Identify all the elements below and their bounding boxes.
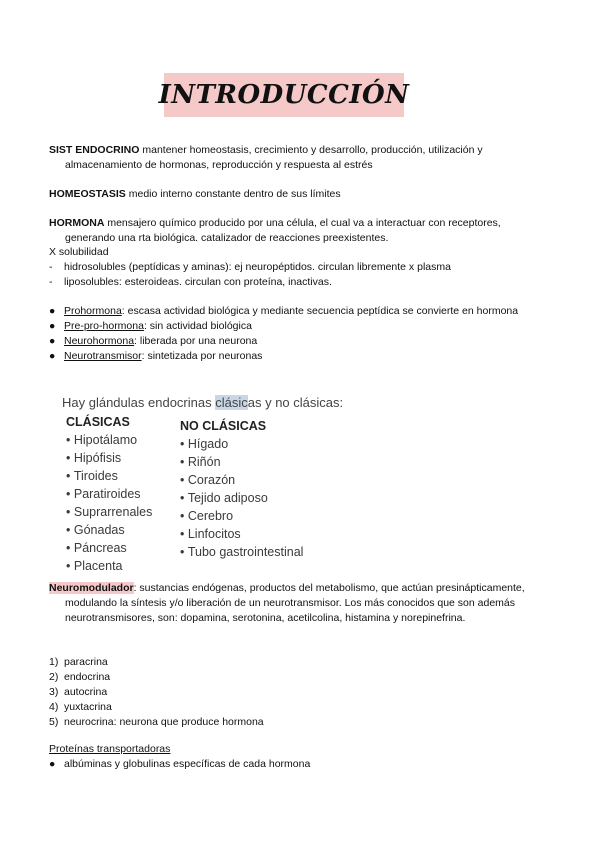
- dash-marker: -: [49, 261, 53, 273]
- sist-endocrino-term: SIST ENDOCRINO: [49, 144, 140, 156]
- list-item: [49, 275, 519, 290]
- list-item: [49, 319, 519, 334]
- list-item-text: paracrina: [64, 656, 108, 668]
- gland-item: • Suprarrenales: [66, 503, 152, 521]
- list-term: Pre-pro-hormona: [64, 320, 144, 332]
- tipos-list: [49, 304, 519, 364]
- bullet-icon: ●: [49, 758, 56, 770]
- list-item: [49, 260, 519, 275]
- number-marker: 4): [49, 701, 59, 713]
- no-clasicas-column: [180, 417, 303, 561]
- list-item-text: liposolubles: esteroideas. circulan con proteína, inactivas.: [64, 276, 332, 288]
- dash-marker: -: [49, 276, 53, 288]
- list-item: [49, 334, 519, 349]
- gland-item: • Cerebro: [180, 507, 303, 525]
- figure-heading: [62, 395, 343, 410]
- list-term: Neurohormona: [64, 335, 135, 347]
- list-item-text: : liberada por una neurona: [134, 335, 258, 347]
- title-highlight: [158, 73, 410, 117]
- homeostasis-paragraph: [49, 187, 535, 202]
- list-item: [49, 349, 519, 364]
- gland-item: • Placenta: [66, 557, 152, 575]
- neuromodulador-paragraph: [49, 581, 535, 626]
- list-item: [49, 715, 519, 730]
- bullet-icon: ●: [49, 305, 56, 317]
- gland-item: • Páncreas: [66, 539, 152, 557]
- list-item-text: yuxtacrina: [64, 701, 112, 713]
- hormona-text: mensajero químico producido por una célula, el cual va a interactuar con receptores, generando una rta biológica. catalizador de reacciones preexistentes.: [65, 217, 501, 244]
- bullet-icon: ●: [49, 350, 56, 362]
- neuromodulador-term: Neuromodulador: [49, 582, 134, 594]
- list-item-text: autocrina: [64, 686, 108, 698]
- bullet-icon: ●: [49, 335, 56, 347]
- gland-item: • Tubo gastrointestinal: [180, 543, 303, 561]
- list-item-text: neurocrina: neurona que produce hormona: [64, 716, 264, 728]
- list-item: [49, 685, 519, 700]
- hormona-term: HORMONA: [49, 217, 105, 229]
- gland-item: • Hipotálamo: [66, 431, 152, 449]
- gland-item: • Hígado: [180, 435, 303, 453]
- gland-item: • Corazón: [180, 471, 303, 489]
- page-title: INTRODUCCIÓN: [158, 80, 410, 110]
- proteinas-section: [49, 742, 519, 772]
- list-item: [49, 700, 519, 715]
- list-item: [49, 757, 519, 772]
- glandulas-figure: [62, 395, 362, 573]
- bullet-icon: ●: [49, 320, 56, 332]
- list-item: [49, 655, 519, 670]
- list-item-text: endocrina: [64, 671, 111, 683]
- hormona-paragraph: [49, 216, 535, 246]
- list-term: Neurotransmisor: [64, 350, 142, 362]
- list-item: [49, 670, 519, 685]
- clasicas-title: CLÁSICAS: [66, 415, 130, 429]
- clasicas-column: [66, 413, 152, 575]
- homeostasis-term: HOMEOSTASIS: [49, 188, 126, 200]
- figure-heading-selection: clásic: [215, 395, 248, 410]
- homeostasis-text: medio interno constante dentro de sus límites: [125, 188, 341, 200]
- solubilidad-section: [49, 245, 519, 290]
- proteinas-heading: Proteínas transportadoras: [49, 743, 171, 755]
- sist-endocrino-text: mantener homeostasis, crecimiento y desarrollo, producción, utilización y almacenamiento de hormonas, reproducción y respuesta al estrés: [65, 144, 483, 171]
- gland-item: • Riñón: [180, 453, 303, 471]
- sist-endocrino-paragraph: [49, 143, 535, 173]
- gland-item: • Linfocitos: [180, 525, 303, 543]
- gland-item: • Hipófisis: [66, 449, 152, 467]
- list-item-text: hidrosolubles (peptídicas y aminas): ej neuropéptidos. circulan libremente x plasma: [64, 261, 451, 273]
- number-marker: 5): [49, 716, 59, 728]
- numbered-list: [49, 655, 519, 730]
- list-item-text: : sin actividad biológica: [143, 320, 252, 332]
- no-clasicas-title: NO CLÁSICAS: [180, 419, 267, 433]
- gland-item: • Tejido adiposo: [180, 489, 303, 507]
- list-term: Prohormona: [64, 305, 122, 317]
- list-item-text: : escasa actividad biológica y mediante secuencia peptídica se convierte en hormona: [121, 305, 519, 317]
- list-item-text: : sintetizada por neuronas: [141, 350, 263, 362]
- figure-heading-text: Hay glándulas endocrinas: [62, 395, 216, 410]
- gland-item: • Gónadas: [66, 521, 152, 539]
- solubilidad-label: X solubilidad: [49, 246, 109, 258]
- list-item-text: albúminas y globulinas específicas de cada hormona: [64, 758, 311, 770]
- figure-heading-text-end: as y no clásicas:: [247, 395, 344, 410]
- number-marker: 3): [49, 686, 59, 698]
- neuromodulador-text: : sustancias endógenas, productos del metabolismo, que actúan presinápticamente, modulando la síntesis y/o liberación de un neurotransmisor. Los más conocidos que son además neurotransmisores, son: dopamina, serotonina, acetilcolina, histamina y norepinefrina.: [65, 582, 525, 624]
- list-item: [49, 304, 519, 319]
- gland-item: • Tiroides: [66, 467, 152, 485]
- number-marker: 1): [49, 656, 59, 668]
- number-marker: 2): [49, 671, 59, 683]
- gland-item: • Paratiroides: [66, 485, 152, 503]
